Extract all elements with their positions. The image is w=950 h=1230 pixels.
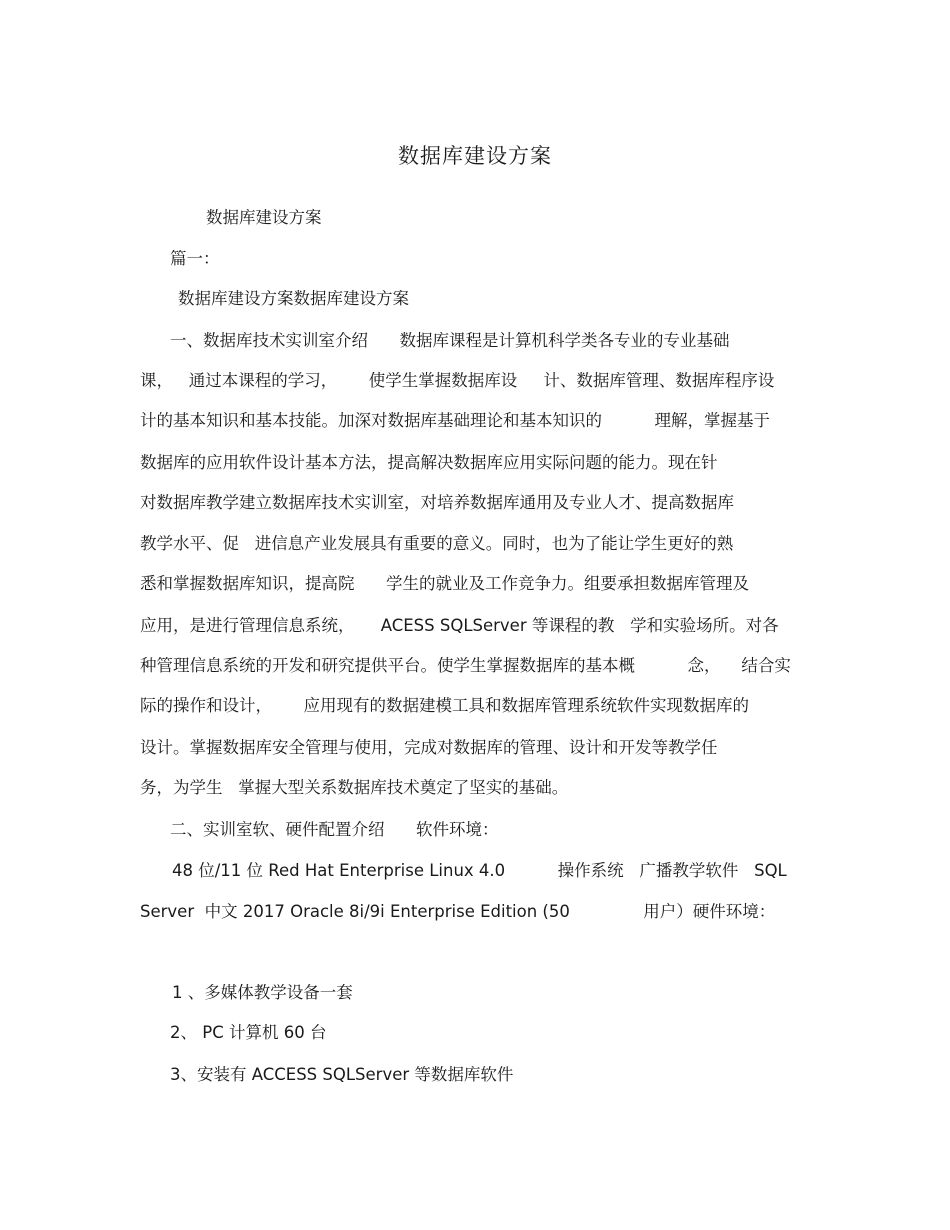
paragraph-line: 课， 通过本课程的学习， 使学生掌握数据库设 计、数据库管理、数据库程序设 xyxy=(140,371,775,390)
paragraph-line: 应用，是进行管理信息系统， ACESS SQLServer 等课程的教 学和实验场所。对各 xyxy=(140,616,779,635)
paragraph-line: 数据库建设方案数据库建设方案 xyxy=(178,289,409,308)
paragraph-line: 际的操作和设计， 应用现有的数据建模工具和数据库管理系统软件实现数据库的 xyxy=(140,696,749,715)
paragraph-line: 48 位/11 位 Red Hat Enterprise Linux 4.0 操作系统 广播教学软件 SQL xyxy=(172,861,787,880)
list-item: 1 、多媒体教学设备一套 xyxy=(172,983,353,1002)
paragraph-line: 务，为学生 掌握大型关系数据库技术奠定了坚实的基础。 xyxy=(140,778,569,797)
paragraph-line: 教学水平、促 进信息产业发展具有重要的意义。同时，也为了能让学生更好的熟 xyxy=(140,534,734,553)
subtitle-line: 数据库建设方案 xyxy=(206,208,322,227)
section-heading: 二、实训室软、硬件配置介绍 软件环境： xyxy=(170,820,499,839)
paragraph-line: 悉和掌握数据库知识，提高院 学生的就业及工作竞争力。组要承担数据库管理及 xyxy=(140,574,749,593)
paragraph-line: 数据库的应用软件设计基本方法，提高解决数据库应用实际问题的能力。现在针 xyxy=(140,453,718,472)
paragraph-line: 种管理信息系统的开发和研究提供平台。使学生掌握数据库的基本概 念， 结合实 xyxy=(140,656,791,675)
paragraph-line: 计的基本知识和基本技能。加深对数据库基础理论和基本知识的 理解，掌握基于 xyxy=(140,411,770,430)
paragraph-line: 一、数据库技术实训室介绍 数据库课程是计算机科学类各专业的专业基础 xyxy=(170,331,730,350)
list-item: 2、 PC 计算机 60 台 xyxy=(170,1023,327,1042)
list-item: 3、安装有 ACCESS SQLServer 等数据库软件 xyxy=(170,1065,514,1084)
document-title: 数据库建设方案 xyxy=(398,144,552,168)
paragraph-line: 对数据库教学建立数据库技术实训室，对培养数据库通用及专业人才、提高数据库 xyxy=(140,493,734,512)
section-label: 篇一： xyxy=(170,249,220,268)
paragraph-line: Server 中文 2017 Oracle 8i/9i Enterprise Edition (50 用户）硬件环境： xyxy=(140,902,776,921)
paragraph-line: 设计。掌握数据库安全管理与使用，完成对数据库的管理、设计和开发等教学任 xyxy=(140,738,718,757)
